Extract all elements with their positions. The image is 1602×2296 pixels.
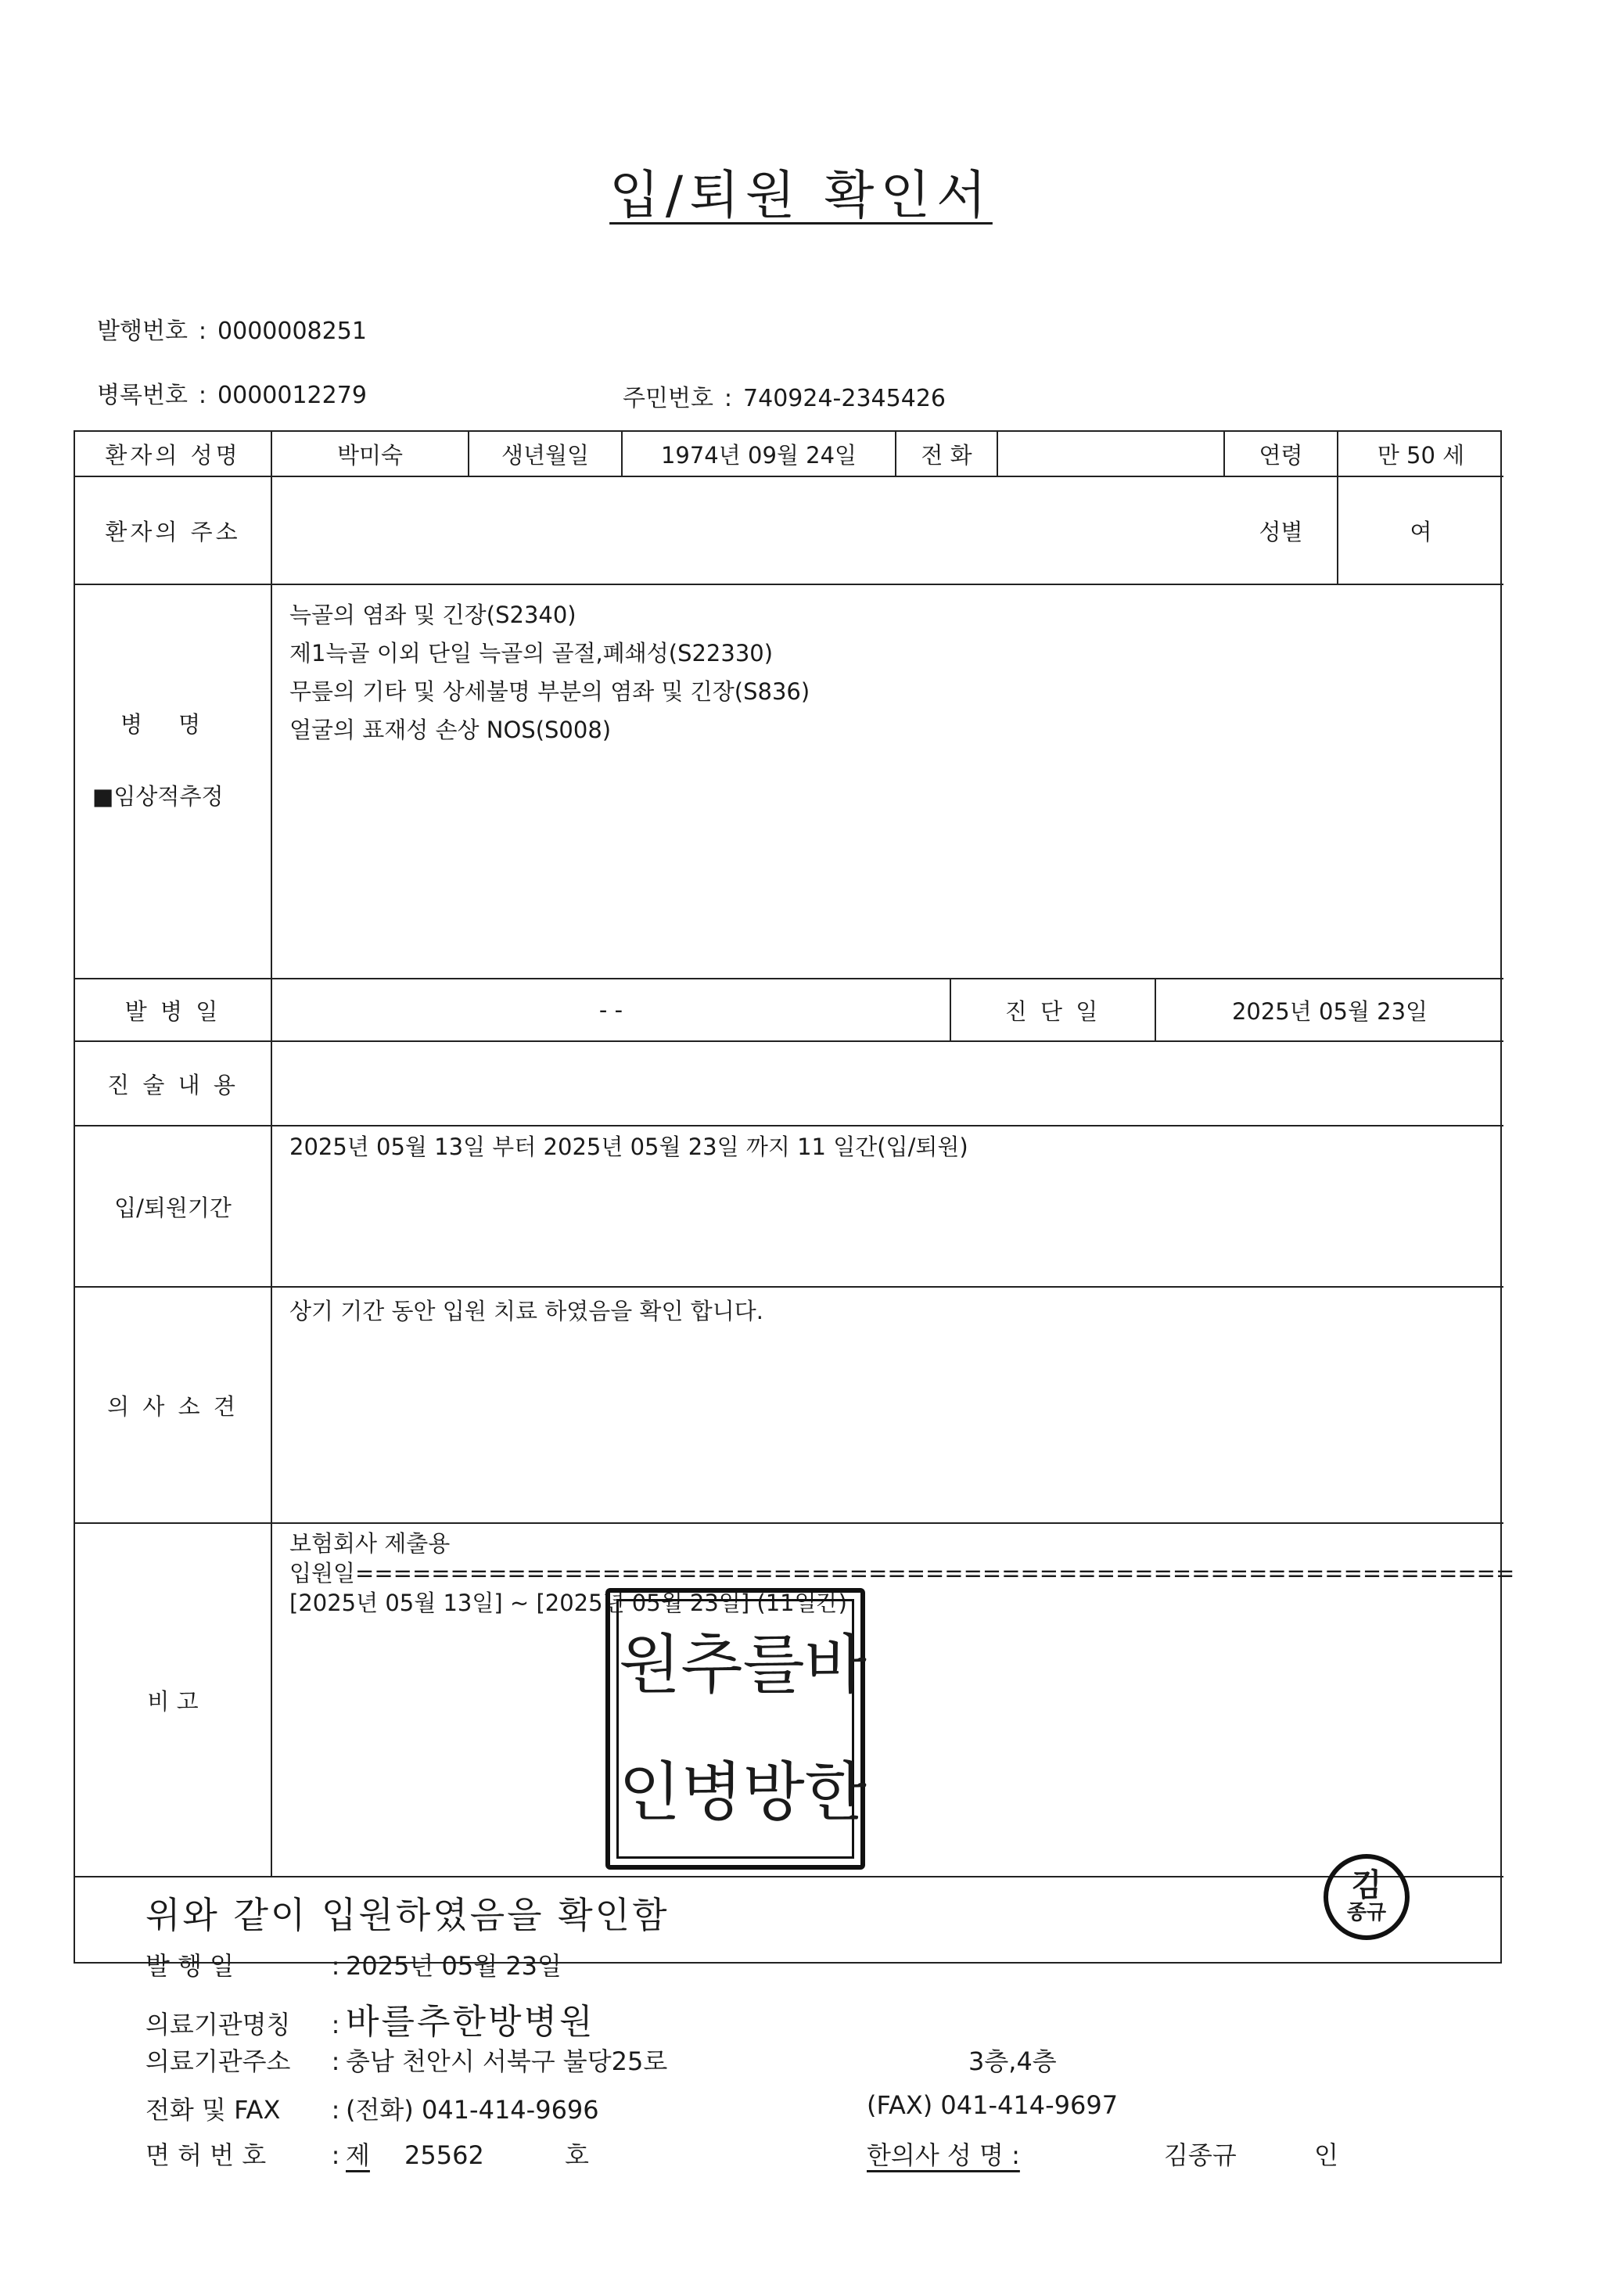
diagnosis-date: 2025년 05월 23일	[1156, 979, 1503, 1042]
birth-date: 1974년 09월 24일	[623, 432, 896, 477]
patient-name-label: 환자의 성명	[75, 432, 272, 477]
record-number: 병록번호 : 0000012279	[97, 382, 367, 409]
phone-label: 전 화	[896, 432, 998, 477]
age-label: 연령	[1225, 432, 1338, 477]
address-label: 환자의 주소	[75, 477, 272, 585]
document-title: 입/퇴원 확인서	[609, 165, 993, 225]
birth-label: 생년월일	[469, 432, 623, 477]
diagnosis-item: 얼굴의 표재성 손상 NOS(S008)	[289, 717, 612, 743]
age-value: 만 50 세	[1338, 432, 1503, 477]
doctor-seal-tail: 인	[1314, 2140, 1338, 2170]
statement-value	[272, 1042, 1503, 1126]
onset-value: - -	[272, 979, 951, 1042]
diagnosis-item: 제1늑골 이외 단일 늑골의 골절,폐쇄성(S22330)	[289, 640, 774, 667]
remarks-list	[289, 1529, 1514, 1618]
doctor-name-label: 한의사 성 명 :	[867, 2140, 1020, 2170]
patient-name: 박미숙	[272, 432, 469, 477]
issue-date-row: 발 행 일 : 2025년 05월 23일	[145, 1951, 562, 1981]
confirm-statement: 위와 같이 입원하였음을 확인함	[145, 1894, 670, 1936]
onset-label: 발 병 일	[75, 979, 272, 1042]
doctor-name: 김종규	[1164, 2140, 1237, 2170]
remarks-line: [2025년 05월 13일] ~ [2025년 05월 23일] (11일간)	[289, 1590, 847, 1616]
address-value	[272, 477, 1338, 585]
doctor-seal-stamp: 김 종규	[1324, 1854, 1410, 1940]
remarks-line: 입원일=============================================================	[289, 1560, 1515, 1586]
fax-number: (FAX) 041-414-9697	[867, 2090, 1119, 2120]
opinion-value: 상기 기간 동안 입원 치료 하였음을 확인 합니다.	[289, 1298, 764, 1324]
resident-number: 주민번호 : 740924-2345426	[623, 385, 946, 412]
hospital-seal-stamp: 원 추 를 바 인 병 방 한	[605, 1588, 865, 1870]
period-label: 입/퇴원기간	[75, 1126, 272, 1288]
diagnosis-label: 병 명	[120, 711, 201, 738]
remarks-line: 보험회사 제출용	[289, 1530, 451, 1557]
diagnosis-date-label: 진 단 일	[951, 979, 1156, 1042]
diagnosis-item: 늑골의 염좌 및 긴장(S2340)	[289, 602, 577, 628]
diagnosis-list	[289, 596, 810, 749]
clinical-estimate-label: ■임상적추정	[92, 783, 224, 810]
sex-value: 여	[1338, 477, 1503, 585]
diagnosis-item: 무릎의 기타 및 상세불명 부분의 염좌 및 긴장(S836)	[289, 678, 810, 705]
opinion-label: 의 사 소 견	[75, 1288, 272, 1524]
remarks-label: 비 고	[75, 1524, 272, 1877]
statement-label: 진 술 내 용	[75, 1042, 272, 1126]
period-value: 2025년 05월 13일 부터 2025년 05월 23일 까지 11 일간(입/퇴원)	[289, 1134, 968, 1160]
phone-fax-row: 전화 및 FAX : (전화) 041-414-9696	[145, 2095, 599, 2125]
issue-number: 발행번호 : 0000008251	[97, 318, 367, 345]
sex-label: 성별	[1225, 477, 1338, 585]
org-name-row: 의료기관명칭 : 바를추한방병원	[145, 2002, 595, 2042]
org-address-row: 의료기관주소 : 충남 천안시 서북구 불당25로	[145, 2046, 668, 2076]
org-address-tail: 3층,4층	[968, 2046, 1057, 2076]
phone-value	[998, 432, 1225, 477]
license-row: 면 허 번 호 : 제 25562 호	[145, 2140, 589, 2170]
